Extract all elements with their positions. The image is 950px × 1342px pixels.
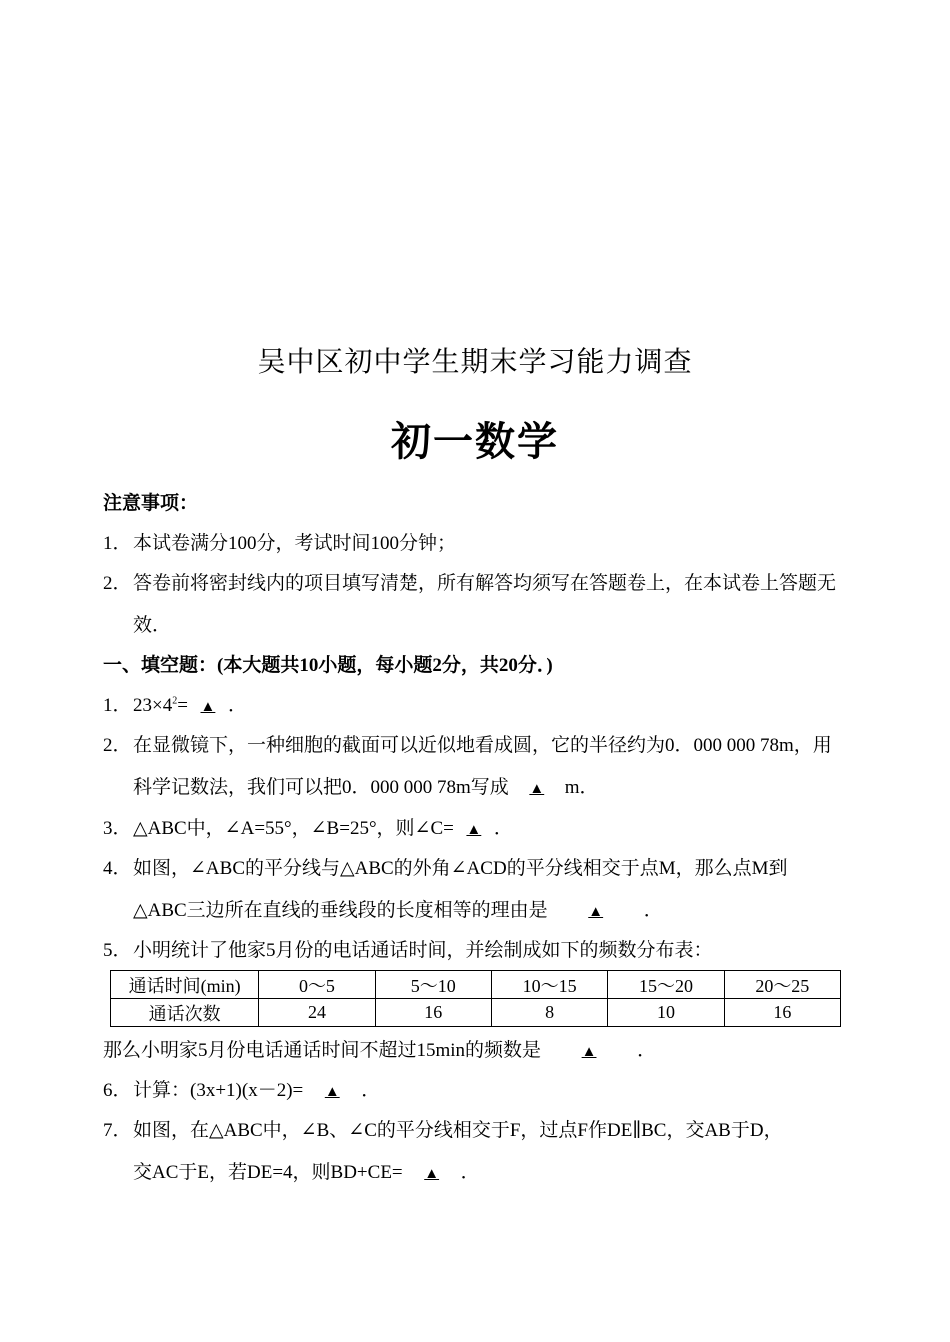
question-text: 23×4 (133, 695, 173, 716)
table-row (111, 999, 841, 1027)
notice-item-text: 本试卷满分100分，考试时间100分钟； (133, 533, 457, 554)
question-number: 2． (103, 735, 132, 756)
question-text: 如图，在△ABC中，∠B、∠C的平分线相交于F，过点F作DE∥BC，交AB于D， (133, 1120, 783, 1141)
table-cell: 20～25 (724, 971, 840, 999)
question-text: ． (493, 818, 513, 839)
question-text: 那么小明家5月份电话通话时间不超过15min的频数是 (103, 1040, 542, 1061)
question-text: 如图，∠ABC的平分线与△ABC的外角∠ACD的平分线相交于点M，那么点M到 (133, 858, 788, 879)
table-cell: 16 (375, 999, 491, 1027)
question-number: 1． (103, 695, 132, 716)
table-cell: 通话时间(min) (111, 971, 259, 999)
notice-item-number: 2． (103, 573, 132, 594)
question-text: ． (460, 1162, 480, 1183)
question-text: 在显微镜下，一种细胞的截面可以近似地看成圆，它的半径约为0．000 000 78m，用 (133, 735, 832, 756)
question-number: 3． (103, 818, 132, 839)
answer-blank[interactable]: ▲ (324, 1084, 340, 1100)
question-text: m． (564, 777, 599, 798)
question-text: ． (227, 695, 247, 716)
exponent: 2 (172, 695, 178, 707)
notice-item-2 (103, 568, 836, 595)
table-cell: 10～15 (491, 971, 607, 999)
question-text: △ABC三边所在直线的垂线段的长度相等的理由是 (133, 900, 548, 921)
question-4 (103, 853, 788, 880)
answer-blank[interactable]: ▲ (529, 781, 545, 797)
question-text: 计算：(3x+1)(x－2)= (133, 1080, 304, 1101)
question-text: ． (643, 900, 663, 921)
table-cell: 通话次数 (111, 999, 259, 1027)
notice-heading: 注意事项： (103, 493, 199, 514)
question-7 (103, 1115, 783, 1142)
table-cell: 24 (259, 999, 375, 1027)
answer-blank[interactable]: ▲ (200, 699, 216, 715)
table-cell: 5～10 (375, 971, 491, 999)
question-1 (103, 690, 247, 717)
table-cell: 16 (724, 999, 840, 1027)
question-number: 7． (103, 1120, 132, 1141)
question-text: △ABC中，∠A=55°，∠B=25°，则∠C= (133, 818, 454, 839)
question-2-continuation (133, 772, 599, 799)
answer-blank[interactable]: ▲ (581, 1044, 597, 1060)
question-text: 交AC于E，若DE=4，则BD+CE= (133, 1162, 403, 1183)
answer-blank[interactable]: ▲ (424, 1166, 440, 1182)
question-5 (103, 935, 713, 962)
table-cell: 8 (491, 999, 607, 1027)
question-number: 5． (103, 940, 132, 961)
answer-blank[interactable]: ▲ (466, 822, 482, 838)
question-4-continuation (133, 895, 663, 922)
question-number: 4． (103, 858, 132, 879)
question-text: 科学记数法，我们可以把0．000 000 78m写成 (133, 777, 509, 798)
table-cell: 0～5 (259, 971, 375, 999)
question-text: 小明统计了他家5月份的电话通话时间，并绘制成如下的频数分布表： (133, 940, 713, 961)
question-2 (103, 730, 832, 757)
question-6 (103, 1075, 380, 1102)
frequency-table (110, 970, 841, 1027)
question-text: = (177, 695, 188, 716)
exam-title: 初一数学 (391, 419, 559, 464)
answer-blank[interactable]: ▲ (588, 904, 604, 920)
question-3 (103, 813, 513, 840)
section-heading: 一、填空题：(本大题共10小题，每小题2分，共20分．) (103, 655, 553, 676)
question-7-continuation (133, 1157, 480, 1184)
table-cell: 10 (608, 999, 724, 1027)
question-5-followup (103, 1035, 656, 1062)
exam-subtitle: 吴中区初中学生期末学习能力调查 (257, 347, 693, 378)
question-number: 6． (103, 1080, 132, 1101)
table-row (111, 971, 841, 999)
question-text: ． (637, 1040, 657, 1061)
question-text: ． (361, 1080, 381, 1101)
notice-item-number: 1． (103, 533, 132, 554)
notice-item-2-continuation: 效． (133, 615, 172, 636)
notice-item-1 (103, 528, 456, 555)
notice-item-text: 答卷前将密封线内的项目填写清楚，所有解答均须写在答题卷上，在本试卷上答题无 (133, 573, 837, 594)
table-cell: 15～20 (608, 971, 724, 999)
